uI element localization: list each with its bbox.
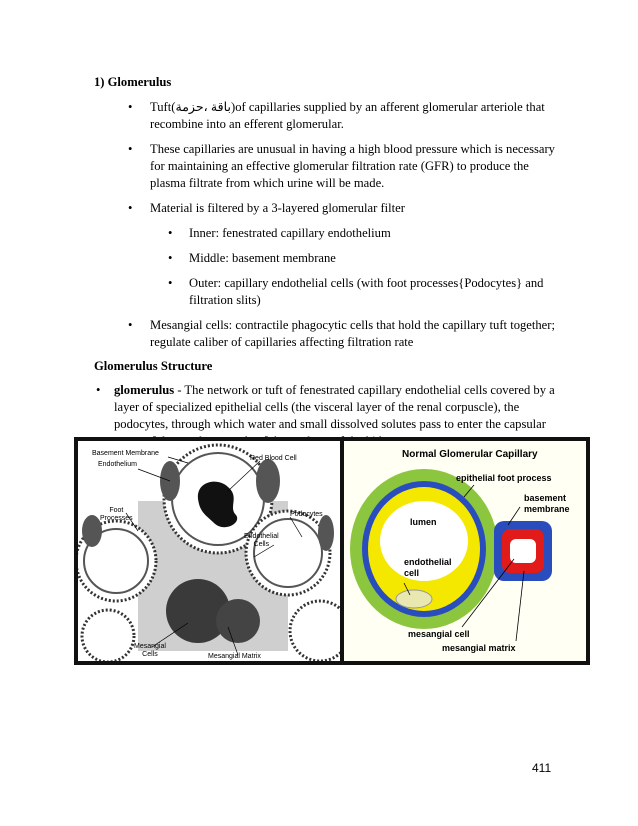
sub-bullet-3-line-1: Outer: capillary endothelial cells (with foot processes{Podocytes} and: [189, 276, 544, 290]
structure-line-2: layer of specialized epithelial cells (the visceral layer of the renal corpuscle), the: [114, 400, 520, 414]
bullet-marker: •: [128, 201, 133, 215]
bullet-marker: •: [168, 276, 173, 290]
bullet-1-line-1: Tuft(باقة ،حزمة)of capillaries supplied by an afferent glomerular arteriole that: [150, 100, 545, 114]
bullet-2-line-3: plasma filtrate from which urine will be made.: [150, 176, 385, 190]
bullet-2-line-1: These capillaries are unusual in having a high blood pressure which is necessary: [150, 142, 555, 156]
podocyte: [82, 515, 102, 547]
mesangial-cell: [216, 599, 260, 643]
label-epithelial-foot-process: epithelial foot process: [456, 473, 552, 483]
label-basement-membrane: Basement Membrane: [92, 450, 159, 457]
label-red-blood-cell: Red Blood Cell: [250, 455, 297, 462]
term-glomerulus: glomerulus: [114, 383, 175, 397]
bullet-1-line-2: recombine into an efferent glomerular.: [150, 117, 344, 131]
diagram-title: Normal Glomerular Capillary: [402, 449, 538, 460]
bullet-marker: •: [168, 251, 173, 265]
section-heading: 1) Glomerulus: [94, 75, 172, 89]
endothelial-nucleus: [396, 590, 432, 608]
glomerulus-drawing: [78, 441, 340, 661]
glomerulus-figure: [74, 437, 590, 665]
sub-bullet-2: Middle: basement membrane: [189, 251, 336, 265]
label-endothelial-cells: Endothelial Cells: [244, 533, 279, 548]
structure-line-3: podocytes, through which water and small dissolved solutes pass to enter the capsular: [114, 417, 546, 431]
bullet-marker: •: [96, 383, 101, 397]
label-mesangial-cell: mesangial cell: [408, 629, 470, 639]
label-foot-processes: Foot Processes: [100, 507, 133, 522]
sub-bullet-3-line-2: filtration slits): [189, 293, 261, 307]
label-lumen: lumen: [410, 517, 437, 527]
label-podocytes: Podocytes: [290, 511, 323, 518]
bullet-4-line-1: Mesangial cells: contractile phagocytic cells that hold the capillary tuft together;: [150, 318, 555, 332]
label-mesangial-matrix: mesangial matrix: [442, 643, 516, 653]
label-endothelial-cell: endothelial cell: [404, 557, 452, 578]
sub-bullet-1: Inner: fenestrated capillary endothelium: [189, 226, 391, 240]
bullet-marker: •: [128, 100, 133, 114]
capillary-loop-bottom-left: [82, 610, 134, 661]
label-endothelium: Endothelium: [98, 461, 137, 468]
structure-heading: Glomerulus Structure: [94, 359, 213, 373]
bullet-marker: •: [128, 142, 133, 156]
podocyte: [256, 459, 280, 503]
bullet-4-line-2: regulate caliber of capillaries affecting filtration rate: [150, 335, 414, 349]
bullet-marker: •: [128, 318, 133, 332]
bullet-2-line-2: for maintaining an effective glomerular filtration rate (GFR) to produce the: [150, 159, 529, 173]
arabic-text: باقة ،حزمة: [175, 100, 231, 114]
glomerulus-structure-diagram: [78, 441, 340, 661]
label-mesangial-cells: Mesangial Cells: [134, 643, 166, 658]
bullet-3-line-1: Material is filtered by a 3-layered glomerular filter: [150, 201, 405, 215]
page-number: 411: [532, 761, 552, 775]
capillary-endothelium-right: [254, 519, 322, 587]
capillary-loop-bottom-right: [290, 601, 340, 661]
bullet-marker: •: [168, 226, 173, 240]
normal-glomerular-capillary-diagram: [344, 441, 586, 661]
label-basement-membrane: basement membrane: [524, 493, 570, 514]
structure-line-1: glomerulus - The network or tuft of fenestrated capillary endothelial cells covered by a: [114, 383, 555, 397]
podocyte: [318, 515, 334, 551]
label-mesangial-matrix: Mesangial Matrix: [208, 653, 261, 660]
